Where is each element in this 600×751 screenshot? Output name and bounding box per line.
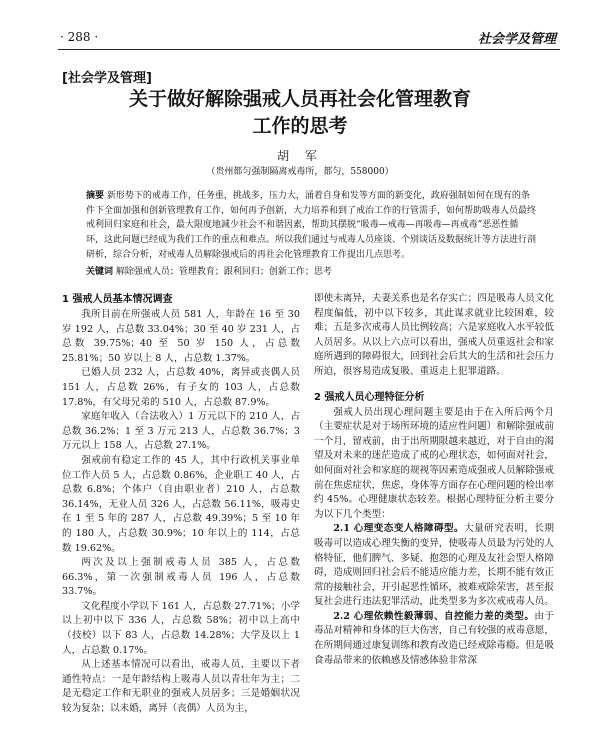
title-line-2: 工作的思考 [252, 115, 348, 137]
subsection-2-1-title: 2.1 心理变态变人格障碍型。 [333, 523, 465, 535]
paragraph: 家庭年收入（合法收入）1 万元以下的 210 人，占总数 36.2%；1 至 3 万元 213 人，占总数 36.7%；3 万元以上 158 人，占总数 27.1%。 [62, 411, 300, 452]
affiliation: （贵州都匀强制隔离戒毒所，都匀，558000） [206, 167, 394, 177]
paragraph: 已婚人员 232 人，占总数 40%，离异或丧偶人员 151 人，占总数 26%，有子女的 103 人，占总数 17.8%，有父母兄弟的 510 人，占总数 87.9%。 [62, 367, 300, 408]
page-number: · 288 · [60, 30, 99, 44]
abstract [86, 189, 536, 263]
journal-name: 社会学及管理 [477, 32, 556, 47]
paragraph-continued: 即使未离异，夫妻关系也是名存实亡；四是吸毒人员文化程度偏低，初中以下较多，其此谋求就业比较困难，较难；五是多次戒毒人员比例较高；六是家庭收入水平较低人员居多。从以上六点可以看出，强戒人员重返社会和家庭所遇到的障碍很大，回到社会后其大的生活和社会压力所迫，很容易造成复吸、重返走上犯罪道路。 [314, 293, 554, 377]
subsection-2-1-text: 大量研究表明，长期吸毒可以造成心理失衡的变异，使吸毒人员最为污处的人格特征，他们脾气、多疑、抱怨的心理及友社会型人格障碍，造成则回归社会后不能适应能力差，长期不能有效正常的接触社会，开引起恶性循环，被难戒除荣害，甚至报复社会进行违法犯罪活动，此类型多为多次戒戒毒人员。 [314, 523, 554, 608]
article-title [0, 86, 600, 140]
subsection-2-2-text: 由于毒品对精神和身体的巨大伤害，自己有较强的戒毒意愿，在所期间通过康复训练和教育改造已经戒除毒瘾。但是吸食毒品带来的依赖感及情感体验非常深 [314, 610, 555, 666]
abstract-text: 新形势下的戒毒工作，任务重，挑战多，压力大，涌着自身和发等方面的新变化，政府强制如何在现有的条件下全面加强和创新管理教育工作，如何再予创新，大力培养和到了戒治工作的行管需手，如何帮助吸毒人员最终戒利回归家庭和社会，最大限度地减少社会不和谐因素，帮助其摆脱“吸毒—戒毒—再吸毒—再戒毒”恶恶性循环，这此问题已经成为我们工作的重点和难点。所以我们通过与戒毒人员座谈、个别谈话及数据统计等方法进行剖研析，综合分析，对戒毒人员解除强戒后的再社会化管理教育工作提出几点思考。 [86, 191, 537, 260]
column-label: [社会学及管理] [62, 71, 152, 86]
paragraph: 强戒人员出现心理问题主要是由于在入所后两个月（主要症状是对于场所环境的适应性问题）和解除强戒前一个月，留戒前，由于出所期限越来越近，对于自由的渴望及对未来的迷茫造成了戒的心理状态，如何面对社会，如何面对社会和家庭的规视等因素造成强戒人员解除强戒前在焦虑症状，焦虑，身体等方面存在心理问题的检出率约 45%。心理健康状态较差。根据心理特征分析主要分为以下几个类型： [314, 406, 554, 520]
left-column [62, 292, 300, 717]
paragraph: 我所目前在所强戒人员 581 人，年龄在 16 至 30 岁 192 人，占总数 33.04%；30 至 40 岁 231 人，占总数 39.75%；40 至 50 岁 150 人，占总数 25.81%；50 岁以上 8 人，占总数 1.37%。 [62, 309, 300, 364]
keywords [86, 265, 536, 279]
author: 胡 军 [277, 149, 323, 163]
paragraph: 强戒前有稳定工作的 45 人，其中行政机关事业单位工作人员 5 人，占总数 0.86%，企业职工 40 人，占总数 6.8%；个体户（自由职业者）210 人，占总数 36.14%，无业人员 326 人，占总数 56.11%，吸毒史在 1 至 5 年的 287 人，占总数 49.39%；5 至 10 年的 180 人，占总数 30.9%；10 年以上的 114，占总数 19.62%。 [62, 454, 300, 554]
subsection-2-1 [314, 522, 554, 610]
keywords-label: 关键词 [86, 267, 114, 277]
spacer [314, 380, 554, 390]
paragraph: 从上述基本情况可以看出，戒毒人员，主要以下者通性特点：一是年龄结构上吸毒人员以青壮年为主；二是无稳定工作和无职业的强戒人员居多；三是婚姻状况较为复杂；以未婚，离异（丧偶）人员为主， [62, 659, 300, 715]
section-2-title: 2 强戒人员心理特征分析 [314, 391, 425, 403]
paragraph: 文化程度小学以下 161 人，占总数 27.71%；小学以上初中以下 336 人，占总数 58%；初中以上高中（技校）以下 83 人，占总数 14.28%；大学及以上 1 人，占总数 0.17%。 [62, 600, 300, 656]
subsection-2-2 [314, 610, 554, 668]
section-1-title: 1 强戒人员基本情况调查 [62, 294, 173, 305]
abstract-label: 摘要 [86, 191, 105, 201]
right-column [314, 292, 554, 668]
subsection-2-2-title: 2.2 心理依赖性毅薄弱、自控能力差的类型。 [333, 610, 535, 622]
header-rule [58, 49, 560, 50]
title-line-1: 关于做好解除强戒人员再社会化管理教育 [128, 88, 471, 110]
paragraph: 两次及以上强制戒毒人员 385 人，占总数 66.3%，第一次强制戒毒人员 196 人，占总数 33.7%。 [62, 557, 300, 598]
keywords-text: 解除强戒人员；管理教育；跟利回归；创新工作；思考 [115, 267, 332, 277]
